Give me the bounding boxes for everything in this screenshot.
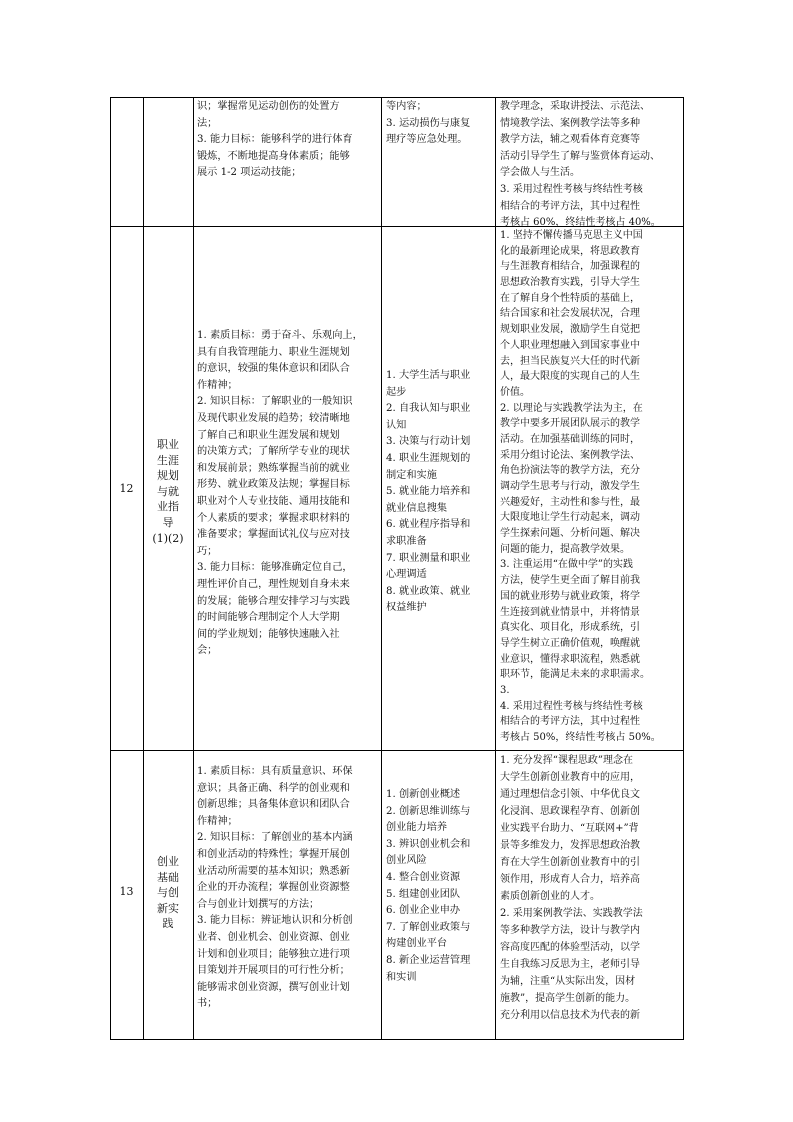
text-line: 认知 bbox=[386, 419, 407, 431]
text-line: 职环节，能满足未来的求职需求。 bbox=[500, 669, 650, 681]
text-line: 就业信息搜集 bbox=[386, 502, 448, 514]
text-line: 起步 bbox=[386, 386, 407, 398]
text-line: 4. 采用过程性考核与终结性考核 bbox=[500, 700, 643, 712]
text-line: 业者、创业机会、创业资源、创业 bbox=[197, 931, 350, 943]
text-line: 思想政治教育实践，引导大学生 bbox=[500, 277, 640, 289]
text-line: 和实训 bbox=[386, 971, 417, 983]
table-border-left bbox=[110, 97, 111, 1040]
course-name-line: 与创 bbox=[157, 886, 179, 900]
text-line: 相结合的考评方法，其中过程性 bbox=[500, 200, 640, 212]
course-name-line: 创业 bbox=[157, 855, 179, 868]
text-line: 间的学业规划；能够快速融入社 bbox=[197, 628, 340, 640]
text-line: 目策划并开展项目的可行性分析； bbox=[197, 965, 350, 977]
text-line: 导学生树立正确价值观，唤醒就 bbox=[500, 637, 640, 649]
text-line: 作精神； bbox=[197, 379, 238, 391]
text-line: 计划和创业项目；能够独立进行项 bbox=[197, 948, 350, 960]
text-line: 3. 运动损伤与康复 bbox=[386, 117, 471, 129]
text-line: 8. 新企业运营管理 bbox=[386, 954, 471, 966]
text-line: 锻炼，不断地提高身体素质；能够 bbox=[197, 150, 350, 162]
text-line: 的意识，较强的集体意识和团队合 bbox=[197, 363, 350, 375]
text-line: 领作用，形成育人合力，培养高 bbox=[500, 874, 640, 885]
row-prev-methods bbox=[500, 99, 661, 232]
row12-goals bbox=[197, 328, 363, 660]
text-line: 和创业活动的特殊性；掌握开展创 bbox=[197, 848, 350, 860]
table-column-divider bbox=[495, 97, 496, 1040]
text-line: 人，最大限度的实现自己的人生 bbox=[500, 371, 640, 383]
text-line: 2. 创新思维训练与 bbox=[386, 805, 471, 817]
table-border-top bbox=[110, 97, 684, 98]
text-line: 2. 采用案例教学法、实践教学法 bbox=[500, 908, 643, 919]
text-line: 通过理想信念引领、中华优良文 bbox=[500, 789, 640, 800]
course-name-line: 业指 bbox=[157, 500, 179, 514]
text-line: 生自我练习反思为主，老师引导 bbox=[500, 959, 640, 970]
text-line: 的时间能够合理制定个人大学期 bbox=[197, 612, 340, 624]
text-line: 创新思维；具备集体意识和团队合 bbox=[197, 799, 350, 811]
row-prev-goals bbox=[197, 99, 353, 182]
table-row-divider bbox=[110, 750, 684, 751]
text-line: 育在大学生创新创业教育中的引 bbox=[500, 857, 640, 868]
course-name-line: 职业 bbox=[157, 438, 179, 451]
text-line: 2. 以理论与实践教学法为主，在 bbox=[500, 402, 643, 414]
text-line: 准备要求；掌握面试礼仪与应对技 bbox=[197, 529, 350, 541]
text-line: 3. 能力目标：能够准确定位自己， bbox=[197, 562, 353, 574]
text-line: 问题的能力，提高教学效果。 bbox=[500, 543, 630, 555]
course-name-line: 践 bbox=[162, 917, 174, 931]
text-line: 等多种教学方法，设计与教学内 bbox=[500, 925, 640, 936]
course-name-line: 基础 bbox=[157, 870, 179, 884]
course-name-line: 规划 bbox=[157, 469, 179, 483]
text-line: 的发展；能够合理安排学习与实践 bbox=[197, 595, 350, 607]
text-line: 和发展前景；熟练掌握当前的就业 bbox=[197, 462, 350, 474]
text-line: 5. 组建创业团队 bbox=[386, 888, 461, 900]
text-line: 情境教学法、案例教学法等多种 bbox=[500, 117, 640, 129]
text-line: 考核占 60%，终结性考核占 40%。 bbox=[500, 217, 661, 229]
text-line: 3. 采用过程性考核与终结性考核 bbox=[500, 183, 643, 195]
text-line: 容高度匹配的体验型活动，以学 bbox=[500, 942, 640, 953]
text-line: 展示 1-2 项运动技能； bbox=[197, 167, 302, 179]
text-line: 景等多维发力，发挥思想政治教 bbox=[500, 840, 640, 851]
course-name bbox=[143, 437, 193, 546]
row13-methods bbox=[500, 752, 643, 1024]
text-line: 1. 素质目标：勇于奋斗、乐观向上， bbox=[197, 330, 363, 341]
text-line: 5. 就业能力培养和 bbox=[386, 486, 471, 498]
text-line: 施教”，提高学生创新的能力。 bbox=[500, 993, 636, 1004]
text-line: 4. 整合创业资源 bbox=[386, 871, 461, 883]
text-line: 化浸润、思政课程孕育、创新创 bbox=[500, 806, 640, 817]
text-line: 相结合的考评方法，其中过程性 bbox=[500, 716, 640, 728]
text-line: 等内容； bbox=[386, 101, 427, 112]
text-line: 2. 知识目标：了解职业的一般知识 bbox=[197, 396, 353, 408]
text-line: 3. 注重运用“在做中学”的实践 bbox=[500, 559, 633, 571]
text-line: 生连接到就业情景中，并将情景 bbox=[500, 606, 640, 618]
row-number: 13 bbox=[119, 885, 134, 898]
text-line: 6. 就业程序指导和 bbox=[386, 519, 471, 531]
row13-content bbox=[386, 787, 470, 986]
text-line: 考核占 50%，终结性考核占 50%。 bbox=[500, 732, 661, 743]
text-line: 书； bbox=[197, 998, 218, 1010]
text-line: 充分利用以信息技术为代表的新 bbox=[500, 1010, 640, 1021]
text-line: 作精神； bbox=[197, 815, 238, 827]
text-line: 意识；具备正确、科学的创业观和 bbox=[197, 782, 350, 794]
text-line: 教学理念，采取讲授法、示范法、 bbox=[500, 101, 650, 112]
text-line: 理性评价自己，理性规划自身未来 bbox=[197, 578, 350, 590]
text-line: 制定和实施 bbox=[386, 469, 437, 481]
text-line: 法； bbox=[197, 117, 218, 129]
text-line: 企业的开办流程；掌握创业资源整 bbox=[197, 882, 350, 894]
text-line: 心理调适 bbox=[386, 569, 427, 581]
table-border-bottom bbox=[110, 1039, 684, 1040]
table-border-right bbox=[683, 97, 684, 1040]
text-line: 教学中要多开展团队展示的教学 bbox=[500, 418, 640, 430]
text-line: 合与创业计划撰写的方法； bbox=[197, 898, 320, 910]
text-line: 调动学生思考与行动，激发学生 bbox=[500, 481, 640, 492]
text-line: 形势、就业政策及法规；掌握目标 bbox=[197, 479, 350, 491]
course-name bbox=[143, 854, 193, 932]
text-line: 权益维护 bbox=[386, 602, 427, 614]
text-line: 1. 充分发挥“课程思政”理念在 bbox=[500, 755, 633, 766]
table-column-divider bbox=[381, 97, 382, 1040]
text-line: 业实践平台助力、“互联网+”背 bbox=[500, 823, 639, 834]
text-line: 方法，使学生更全面了解目前我 bbox=[500, 575, 640, 587]
text-line: 3. 能力目标：辨证地认识和分析创 bbox=[197, 915, 353, 927]
text-line: 3. 辨识创业机会和 bbox=[386, 838, 471, 850]
course-name-line: 与就 bbox=[157, 484, 179, 498]
text-line: 大限度地让学生行动起来，调动 bbox=[500, 512, 640, 524]
text-line: 7. 了解创业政策与 bbox=[386, 921, 471, 933]
text-line: 7. 职业测量和职业 bbox=[386, 552, 471, 564]
text-line: 业活动所需要的基本知识；熟悉新 bbox=[197, 865, 350, 877]
course-name-line: (1)(2) bbox=[152, 531, 184, 545]
text-line: 理疗等应急处理。 bbox=[386, 134, 468, 146]
text-line: 3. bbox=[500, 684, 510, 696]
text-line: 价值。 bbox=[500, 386, 530, 398]
text-line: 6. 创业企业申办 bbox=[386, 905, 461, 917]
text-line: 为辅，注重“从实际出发，因材 bbox=[500, 976, 636, 987]
text-line: 巧； bbox=[197, 545, 218, 557]
text-line: 识；掌握常见运动创伤的处置方 bbox=[197, 101, 340, 112]
text-line: 1. 大学生活与职业 bbox=[386, 370, 471, 381]
text-line: 1. 创新创业概述 bbox=[386, 789, 461, 800]
text-line: 了解自己和职业生涯发展和规划 bbox=[197, 429, 340, 441]
text-line: 创业能力培养 bbox=[386, 822, 448, 834]
text-line: 个人素质的要求；掌握求职材料的 bbox=[197, 512, 350, 524]
text-line: 活动引导学生了解与鉴赏体育运动、 bbox=[500, 150, 660, 162]
text-line: 学生探索问题、分析问题、解决 bbox=[500, 528, 640, 540]
text-line: 与生涯教育相结合，加强课程的 bbox=[500, 261, 640, 273]
text-line: 个人职业理想融入到国家事业中 bbox=[500, 339, 640, 351]
text-line: 教学方法，辅之观看体育竞赛等 bbox=[500, 134, 640, 146]
text-line: 规划职业发展，激励学生自觉把 bbox=[500, 324, 640, 336]
course-name-line: 导 bbox=[162, 515, 174, 529]
text-line: 1. 坚持不懈传播马克思主义中国 bbox=[500, 230, 643, 241]
text-line: 采用分组讨论法、案例教学法、 bbox=[500, 449, 640, 461]
text-line: 创业风险 bbox=[386, 855, 427, 867]
text-line: 活动。在加强基础训练的同时， bbox=[500, 433, 640, 445]
text-line: 大学生创新创业教育中的应用， bbox=[500, 772, 640, 783]
row12-methods bbox=[500, 228, 661, 746]
text-line: 2. 知识目标：了解创业的基本内涵 bbox=[197, 832, 353, 844]
text-line: 4. 职业生涯规划的 bbox=[386, 452, 471, 464]
row12-content bbox=[386, 368, 470, 617]
text-line: 会； bbox=[197, 645, 218, 657]
text-line: 3. 能力目标：能够科学的进行体育 bbox=[197, 134, 353, 146]
course-name-line: 新实 bbox=[157, 901, 179, 915]
text-line: 角色扮演法等的教学方法，充分 bbox=[500, 465, 640, 477]
text-line: 具有自我管理能力、职业生涯规划 bbox=[197, 346, 350, 358]
text-line: 业意识，懂得求职流程，熟悉就 bbox=[500, 653, 640, 665]
text-line: 真实化、项目化，形成系统，引 bbox=[500, 622, 640, 634]
text-line: 结合国家和社会发展状况，合理 bbox=[500, 308, 640, 320]
row13-goals bbox=[197, 764, 353, 1013]
text-line: 国的就业形势与就业政策，将学 bbox=[500, 590, 640, 602]
row-prev-content bbox=[386, 99, 470, 149]
text-line: 化的最新理论成果，将思政教育 bbox=[500, 245, 640, 257]
text-line: 的决策方式；了解所学专业的现状 bbox=[197, 446, 350, 458]
text-line: 3. 决策与行动计划 bbox=[386, 436, 471, 448]
text-line: 兴趣爱好，主动性和参与性，最 bbox=[500, 496, 640, 508]
row-number: 12 bbox=[119, 482, 134, 495]
text-line: 素质创新创业的人才。 bbox=[500, 891, 600, 902]
text-line: 构建创业平台 bbox=[386, 938, 448, 950]
text-line: 2. 自我认知与职业 bbox=[386, 403, 471, 415]
text-line: 学会做人与生活。 bbox=[500, 167, 580, 179]
text-line: 求职准备 bbox=[386, 535, 427, 547]
text-line: 职业对个人专业技能、通用技能和 bbox=[197, 495, 350, 507]
text-line: 能够需求创业资源，撰写创业计划 bbox=[197, 981, 350, 993]
text-line: 及现代职业发展的趋势；较清晰地 bbox=[197, 412, 350, 424]
text-line: 1. 素质目标：具有质量意识、环保 bbox=[197, 766, 353, 777]
text-line: 8. 就业政策、就业 bbox=[386, 585, 471, 597]
text-line: 在了解自身个性特质的基础上， bbox=[500, 292, 640, 304]
course-name-line: 生涯 bbox=[157, 453, 179, 467]
text-line: 去，担当民族复兴大任的时代新 bbox=[500, 355, 640, 367]
table-column-divider bbox=[193, 97, 194, 1040]
